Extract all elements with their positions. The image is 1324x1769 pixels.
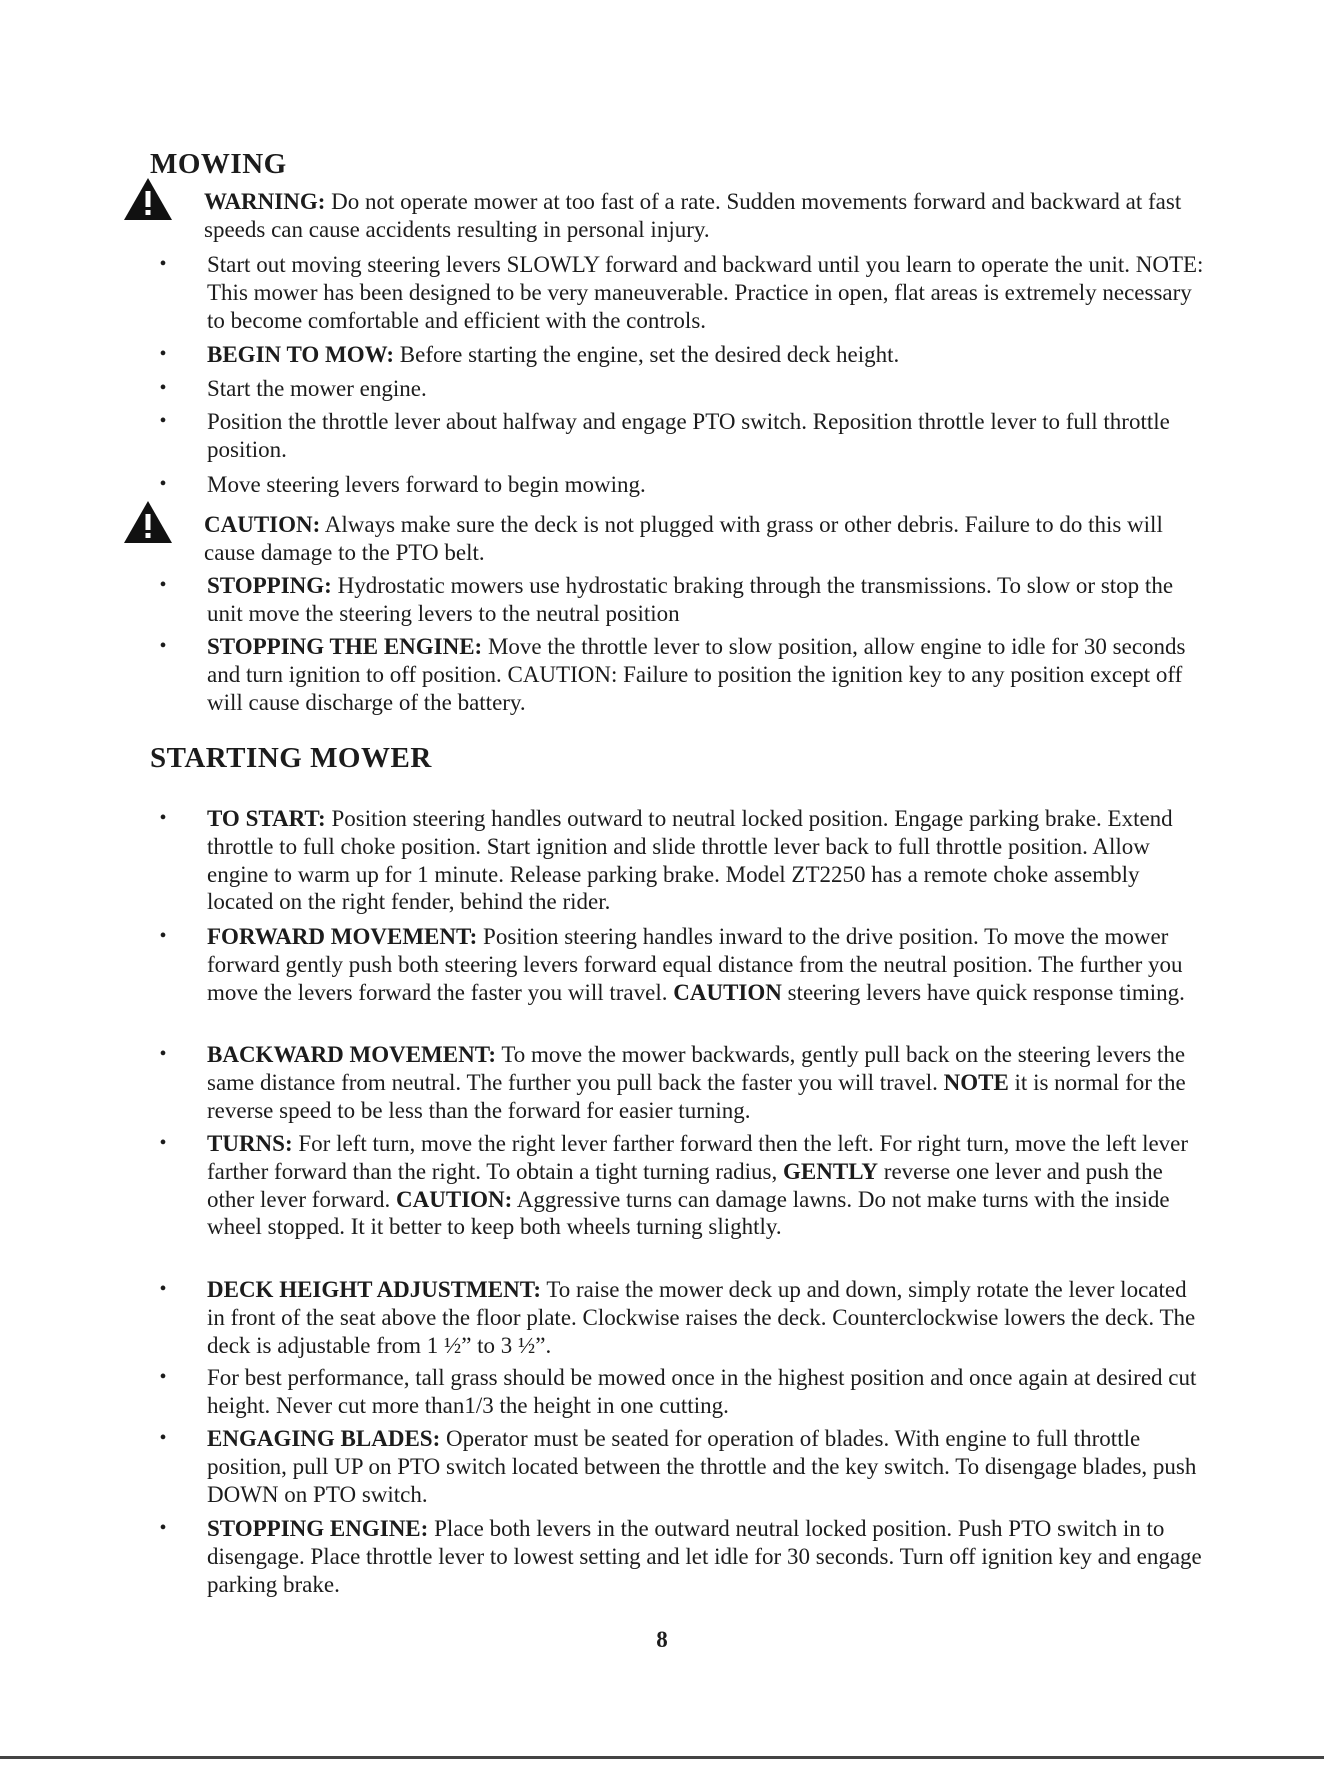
bullet: • xyxy=(159,574,167,596)
list-item-label: ENGAGING BLADES: xyxy=(207,1426,441,1451)
list-item-text: Aggressive turns can damage lawns. Do not make turns with the inside wheel stopped. It it better to keep both wheels turning slightly. xyxy=(207,1186,1170,1240)
section-title-starting-mower: STARTING MOWER xyxy=(150,742,432,774)
list-item-label: TO START: xyxy=(207,806,326,831)
bullet: • xyxy=(159,1517,167,1539)
bullet: • xyxy=(159,473,167,495)
list-item-text: Move steering levers forward to begin mowing. xyxy=(207,472,646,497)
bullet: • xyxy=(159,410,167,432)
list-item-emphasis: CAUTION: xyxy=(396,1186,513,1212)
bullet: • xyxy=(159,1278,167,1300)
caution-triangle-icon xyxy=(122,499,174,545)
bullet: • xyxy=(159,925,167,947)
list-item-text: To move the mower backwards, gently pull back on the steering levers the same distance from neutral. The further you pull back the faster you will travel. xyxy=(207,1042,1186,1095)
bullet: • xyxy=(159,635,167,657)
bullet: • xyxy=(159,1043,167,1065)
bottom-rule xyxy=(0,1756,1324,1759)
list-item-emphasis: GENTLY xyxy=(783,1158,879,1184)
list-item-text: Position steering handles inward to the drive position. To move the mower forward gently push both steering levers forward equal distance from the neutral position. The further you move the levers forward the faster you will travel. xyxy=(207,924,1183,1005)
caution-note xyxy=(204,511,1204,567)
bullet: • xyxy=(159,1427,167,1449)
list-item-text: Move the throttle lever to slow position, allow engine to idle for 30 seconds and turn ignition to off position. CAUTION: Failure to position the ignition key to any position except off will cause discharge of the battery. xyxy=(207,634,1186,715)
list-item-text: Place both levers in the outward neutral locked position. Push PTO switch in to disengage. Place throttle lever to lowest setting and let idle for 30 seconds. Turn off ignition key and engage parking brake. xyxy=(207,1516,1202,1597)
list-item-label: STOPPING THE ENGINE: xyxy=(207,634,483,659)
bullet: • xyxy=(159,253,167,275)
list-item-emphasis: NOTE xyxy=(943,1069,1009,1095)
list-item-emphasis: CAUTION xyxy=(673,979,782,1005)
caution-label: CAUTION: xyxy=(204,512,321,537)
list-item-label: DECK HEIGHT ADJUSTMENT: xyxy=(207,1277,541,1302)
list-item-text: it is normal for the reverse speed to be less than the forward for easier turning. xyxy=(207,1069,1186,1123)
list-item-label: FORWARD MOVEMENT: xyxy=(207,924,478,949)
list-item-label: BACKWARD MOVEMENT: xyxy=(207,1042,496,1067)
page-number: 8 xyxy=(656,1627,668,1652)
bullet: • xyxy=(159,1366,167,1388)
bullet: • xyxy=(159,807,167,829)
list-item-text: Start the mower engine. xyxy=(207,376,427,401)
list-item-label: STOPPING: xyxy=(207,573,332,598)
list-item-text: Before starting the engine, set the desired deck height. xyxy=(394,342,900,367)
list-item-label: TURNS: xyxy=(207,1131,293,1156)
warning-text: Do not operate mower at too fast of a rate. Sudden movements forward and backward at fast speeds can cause accidents resulting in personal injury. xyxy=(204,189,1182,242)
list-item-text: To raise the mower deck up and down, simply rotate the lever located in front of the seat above the floor plate. Clockwise raises the deck. Counterclockwise lowers the deck. The deck is adjustable from 1 ½” to 3 ½”. xyxy=(207,1277,1196,1358)
warning-triangle-icon xyxy=(122,176,174,222)
list-item-text: Position steering handles outward to neutral locked position. Engage parking brake. Extend throttle to full choke position. Start ignition and slide throttle lever back to full throttle position. Allow engine to warm up for 1 minute. Release parking brake. Model ZT2250 has a remote choke assembly located on the right fender, behind the rider. xyxy=(207,806,1173,915)
list-item-label: STOPPING ENGINE: xyxy=(207,1516,429,1541)
list-item-text: Position the throttle lever about halfway and engage PTO switch. Reposition throttle lever to full throttle position. xyxy=(207,409,1170,462)
bullet: • xyxy=(159,1132,167,1154)
list-item-text: Start out moving steering levers SLOWLY forward and backward until you learn to operate the unit. NOTE: This mower has been designed to be very maneuverable. Practice in open, flat areas is extremely necessary to become comfortable and efficient with the controls. xyxy=(207,252,1204,333)
list-item-text: For left turn, move the right lever farther forward then the left. For right turn, move the left lever farther forward than the right. To obtain a tight turning radius, xyxy=(207,1131,1189,1184)
list-item-text: steering levers have quick response timing. xyxy=(781,979,1185,1005)
warning-label: WARNING: xyxy=(204,189,326,214)
bullet: • xyxy=(159,343,167,365)
warning-note xyxy=(204,188,1204,244)
list-item-text: Hydrostatic mowers use hydrostatic braking through the transmissions. To slow or stop the unit move the steering levers to the neutral position xyxy=(207,573,1174,626)
list-item-text: For best performance, tall grass should be mowed once in the highest position and once again at desired cut height. Never cut more than1/3 the height in one cutting. xyxy=(207,1365,1197,1418)
bullet: • xyxy=(159,377,167,399)
caution-text: Always make sure the deck is not plugged with grass or other debris. Failure to do this will cause damage to the PTO belt. xyxy=(204,512,1163,565)
section-title-mowing: MOWING xyxy=(150,148,287,180)
list-item-text: Operator must be seated for operation of blades. With engine to full throttle position, pull UP on PTO switch located between the throttle and the key switch. To disengage blades, push DOWN on PTO switch. xyxy=(207,1426,1197,1507)
list-item-text: reverse one lever and push the other lever forward. xyxy=(207,1158,1163,1212)
list-item-label: BEGIN TO MOW: xyxy=(207,342,395,367)
